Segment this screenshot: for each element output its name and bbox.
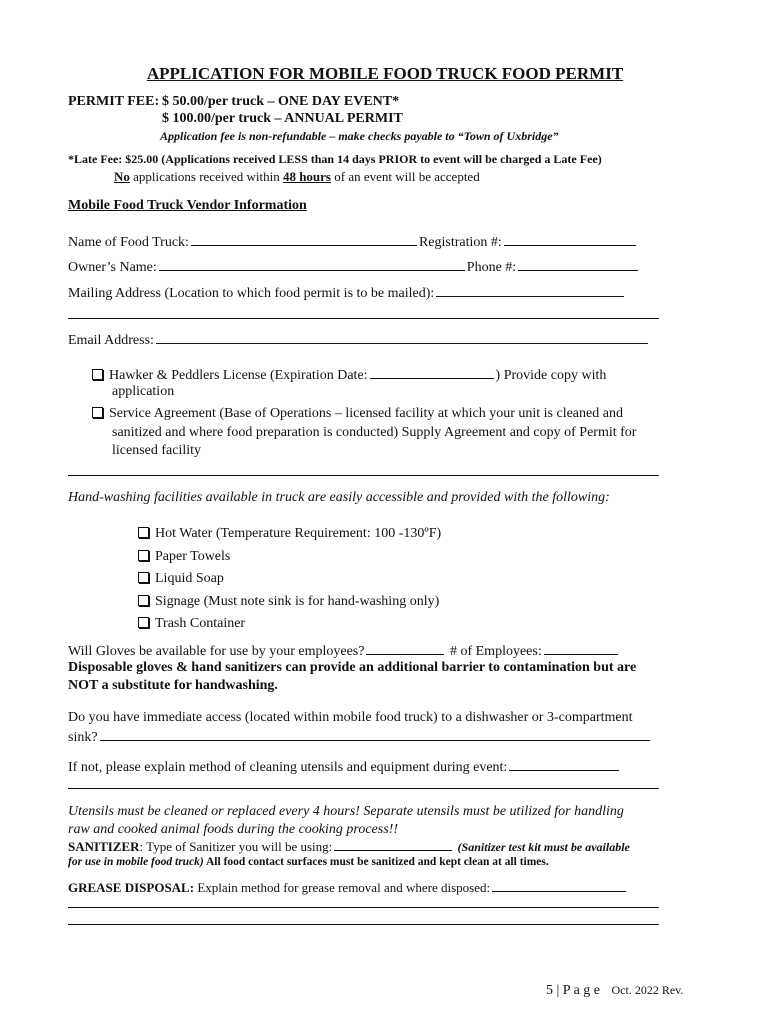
- grease-line-3[interactable]: [68, 924, 659, 925]
- hawker-license-text-2: application: [112, 384, 175, 399]
- mailing-address-row: [68, 284, 626, 302]
- no-apps-end-text: of an event will be accepted: [331, 169, 480, 184]
- liquid-soap-checkbox[interactable]: [138, 572, 149, 583]
- sanitizer-text: : Type of Sanitizer you will be using:: [139, 839, 333, 854]
- hours-text: 48 hours: [282, 169, 331, 184]
- gloves-notice-1: Disposable gloves & hand sanitizers can provide an additional barrier to contamination but are: [68, 660, 637, 675]
- email-row: [68, 331, 650, 349]
- hot-water-label: Hot Water (Temperature Requirement: 100 -130ºF): [155, 526, 442, 541]
- food-truck-name-row: [68, 233, 638, 251]
- sanitizer-field[interactable]: [334, 838, 452, 851]
- gloves-notice-2: NOT a substitute for handwashing.: [68, 678, 278, 693]
- liquid-soap-label: Liquid Soap: [155, 571, 224, 586]
- no-applications-note: [114, 169, 480, 185]
- sanitizer-row: [68, 838, 630, 855]
- vendor-info-heading: Mobile Food Truck Vendor Information: [68, 198, 307, 213]
- handwashing-item: [138, 523, 441, 546]
- handwashing-item: [138, 613, 441, 636]
- mailing-address-line-2[interactable]: [68, 318, 659, 319]
- gloves-field[interactable]: [366, 642, 444, 655]
- hawker-expiration-field[interactable]: [370, 366, 494, 379]
- food-truck-name-label: Name of Food Truck:: [68, 235, 189, 250]
- sanitizer-row-2: [68, 856, 549, 868]
- grease-field[interactable]: [492, 879, 626, 892]
- service-agreement-item: [92, 406, 623, 422]
- divider-line: [68, 475, 659, 476]
- service-agreement-text-2: sanitized and where food preparation is conducted) Supply Agreement and copy of Permit for: [112, 425, 637, 440]
- fee-one-day: $ 50.00/per truck – ONE DAY EVENT*: [162, 94, 400, 109]
- sanitizer-label: SANITIZER: [68, 839, 140, 854]
- cleaning-method-label: If not, please explain method of cleaning utensils and equipment during event:: [68, 760, 508, 775]
- registration-label: Registration #:: [418, 235, 502, 250]
- registration-field[interactable]: [504, 233, 636, 246]
- utensils-note-2: raw and cooked animal foods during the cooking process!!: [68, 822, 398, 837]
- paper-towels-checkbox[interactable]: [138, 550, 149, 561]
- fee-annual: $ 100.00/per truck – ANNUAL PERMIT: [162, 111, 403, 126]
- cleaning-method-row: [68, 758, 621, 776]
- email-label: Email Address:: [68, 333, 154, 348]
- handwashing-item: [138, 546, 441, 569]
- handwashing-list: [138, 523, 441, 636]
- food-truck-name-field[interactable]: [191, 233, 417, 246]
- revision-date: Oct. 2022 Rev.: [611, 983, 684, 997]
- no-word: No: [114, 169, 130, 184]
- cleaning-method-field[interactable]: [509, 758, 619, 771]
- trash-container-label: Trash Container: [155, 616, 246, 631]
- service-agreement-text-1: Service Agreement (Base of Operations – licensed facility at which your unit is cleaned and: [109, 406, 623, 421]
- utensils-note-1: Utensils must be cleaned or replaced every 4 hours! Separate utensils must be utilized for handling: [68, 804, 624, 819]
- fee-non-refundable-note: Application fee is non-refundable – make checks payable to “Town of Uxbridge”: [160, 129, 559, 143]
- phone-label: Phone #:: [466, 260, 517, 275]
- service-agreement-text-3: licensed facility: [112, 443, 202, 458]
- dishwasher-question-1: Do you have immediate access (located within mobile food truck) to a dishwasher or 3-compartment: [68, 710, 633, 725]
- page-title: APPLICATION FOR MOBILE FOOD TRUCK FOOD PERMIT: [146, 64, 624, 83]
- grease-label: GREASE DISPOSAL:: [68, 880, 195, 895]
- hawker-license-text: Hawker & Peddlers License (Expiration Date:: [109, 368, 368, 383]
- food-contact-note: All food contact surfaces must be sanitized and kept clean at all times.: [203, 856, 549, 868]
- signage-label: Signage (Must note sink is for hand-washing only): [155, 593, 440, 609]
- hot-water-checkbox[interactable]: [138, 527, 149, 538]
- mailing-address-label: Mailing Address (Location to which food permit is to be mailed):: [68, 286, 435, 301]
- hawker-license-text-end: ) Provide copy with: [495, 368, 607, 383]
- mailing-address-field[interactable]: [436, 284, 624, 297]
- paper-towels-label: Paper Towels: [155, 548, 231, 564]
- handwashing-item: [138, 568, 441, 591]
- hawker-license-checkbox[interactable]: [92, 369, 103, 380]
- late-fee-note: *Late Fee: $25.00 (Applications received LESS than 14 days PRIOR to event will be charged a Late Fee): [68, 152, 602, 166]
- grease-text: Explain method for grease removal and where disposed:: [194, 880, 491, 895]
- dishwasher-question-2: sink?: [68, 730, 98, 745]
- trash-container-checkbox[interactable]: [138, 617, 149, 628]
- gloves-row: [68, 642, 620, 660]
- sanitizer-kit-note: (Sanitizer test kit must be available: [457, 840, 630, 854]
- email-field[interactable]: [156, 331, 648, 344]
- handwashing-item: [138, 591, 441, 614]
- gloves-question: Will Gloves be available for use by your employees?: [68, 644, 365, 659]
- employees-field[interactable]: [544, 642, 618, 655]
- dishwasher-field[interactable]: [100, 728, 650, 741]
- signage-checkbox[interactable]: [138, 595, 149, 606]
- no-apps-text: applications received within: [129, 169, 283, 184]
- sanitizer-kit-note-2: for use in mobile food truck): [68, 856, 204, 868]
- page-number: [546, 983, 683, 999]
- cleaning-method-line-2[interactable]: [68, 788, 659, 789]
- page-number-text: 5 | P a g e: [546, 983, 600, 998]
- employees-label: # of Employees:: [449, 644, 542, 659]
- grease-row: [68, 879, 628, 896]
- hawker-license-item: [92, 366, 606, 384]
- owner-name-field[interactable]: [159, 258, 465, 271]
- permit-fee-label: PERMIT FEE:: [68, 94, 160, 109]
- grease-line-2[interactable]: [68, 907, 659, 908]
- owner-row: [68, 258, 640, 276]
- service-agreement-checkbox[interactable]: [92, 407, 103, 418]
- owner-name-label: Owner’s Name:: [68, 260, 157, 275]
- handwashing-intro: Hand-washing facilities available in truck are easily accessible and provided with the following:: [68, 490, 610, 505]
- dishwasher-row: [68, 728, 652, 746]
- phone-field[interactable]: [518, 258, 638, 271]
